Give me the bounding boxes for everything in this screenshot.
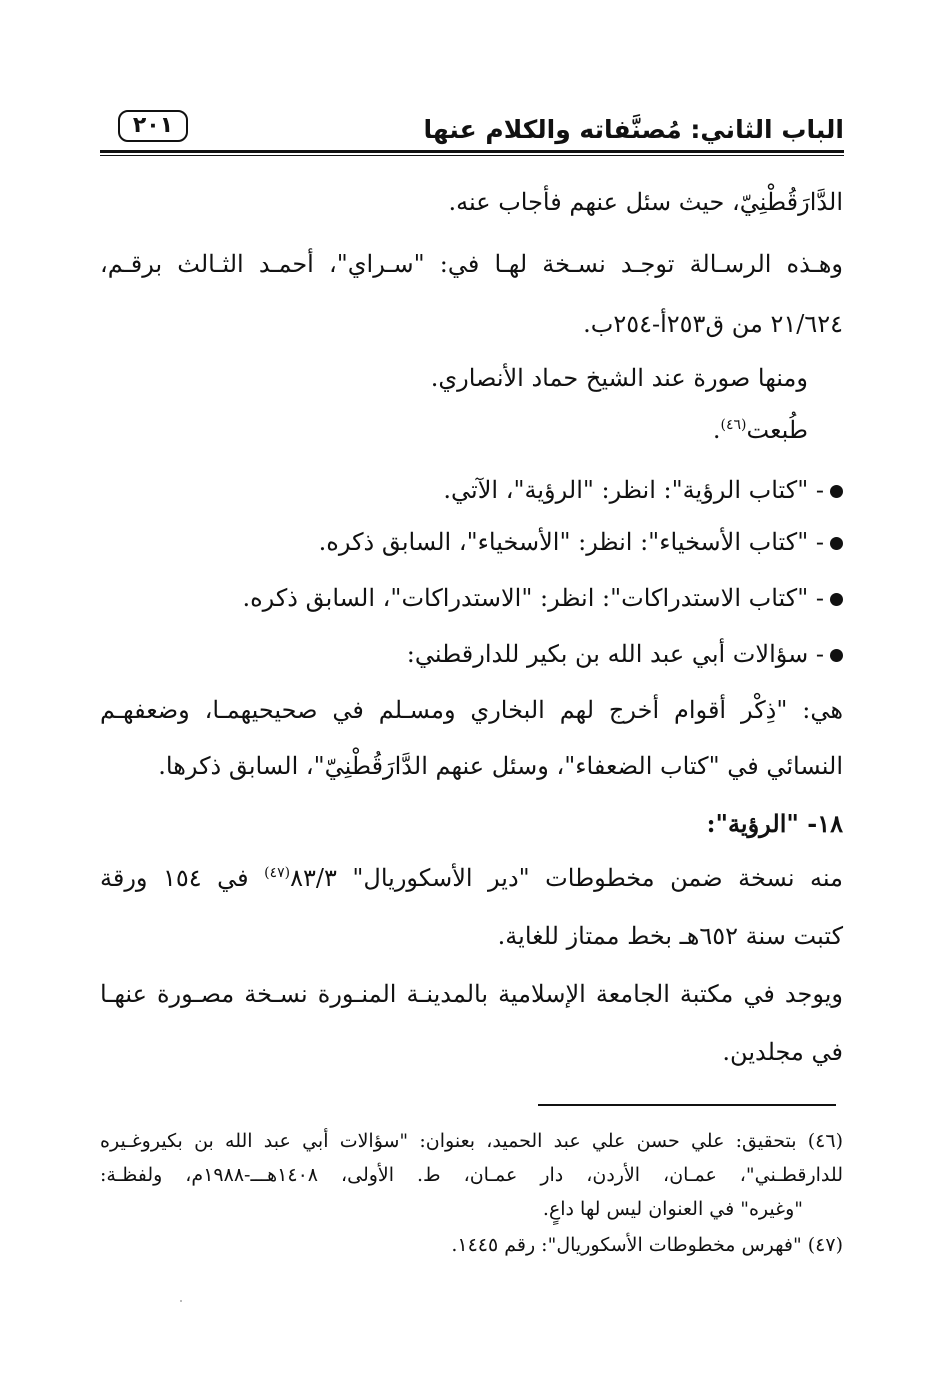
list-item: [407, 638, 843, 670]
section-heading: ١٨- "الرؤية":: [706, 809, 843, 838]
footnote-line: "وغيره" في العنوان ليس لها داعٍ.: [542, 1198, 803, 1220]
footnote-divider: [538, 1104, 836, 1106]
body-line: في مجلدين.: [722, 1038, 843, 1066]
bullet-icon: [830, 649, 843, 662]
header-divider-thin: [100, 155, 844, 156]
list-item-text: - "كتاب الأسخياء": انظر: "الأسخياء"، السابق ذكره.: [318, 528, 824, 556]
body-line: ويوجد في مكتبة الجامعة الإسلامية بالمدينـة المنـورة نسـخة مصـورة عنهـا: [100, 980, 843, 1008]
footnote-line: (٤٧) "فهرس مخطوطات الأسكوريال": رقم ١٤٤٥.: [451, 1234, 843, 1256]
body-text: منه نسخة ضمن مخطوطات "دير الأسكوريال" ٨٣/٣: [290, 864, 844, 892]
footnote-line: (٤٦) بتحقيق: علي حسن علي عبد الحميد، بعنوان: "سؤالات أبي عبد الله بن بكيروغـيره: [100, 1130, 843, 1152]
list-item-text: - "كتاب الاستدراكات": انظر: "الاستدراكات"، السابق ذكره.: [242, 584, 824, 612]
body-line: ٢١/٦٢٤ من ق٢٥٣أ-٢٥٤ب.: [583, 310, 843, 338]
footnote-reference: (٤٧): [264, 865, 291, 881]
body-line: وهـذه الرسـالة توجـد نسـخة لهـا في: "سـراي"، أحمـد الثـالث برقـم،: [100, 250, 843, 278]
body-line: [713, 414, 808, 446]
list-item: [443, 474, 843, 506]
body-line: هي: "ذِكْر أقوام أخرج لهم البخاري ومسـلم في صحيحيهمـا، وضعفهـم: [100, 696, 843, 724]
page-header: [100, 108, 844, 154]
chapter-title: الباب الثاني: مُصنَّفاته والكلام عنها: [423, 115, 844, 144]
scan-speck: [180, 1300, 182, 1302]
bullet-icon: [830, 593, 843, 606]
bullet-icon: [830, 537, 843, 550]
body-text: في ١٥٤ ورقة: [100, 864, 265, 892]
body-text: طُبعت: [746, 416, 808, 444]
footnote-reference: (٤٦): [720, 417, 747, 433]
body-line: النسائي في "كتاب الضعفاء"، وسئل عنهم الدَّارَقُطْنِيّ"، السابق ذكرها.: [158, 752, 843, 780]
body-line: الدَّارَقُطْنِيّ، حيث سئل عنهم فأجاب عنه.: [448, 188, 843, 216]
body-line: ومنها صورة عند الشيخ حماد الأنصاري.: [430, 364, 808, 392]
bullet-icon: [830, 485, 843, 498]
body-line: كتبت سنة ٦٥٢هـ بخط ممتاز للغاية.: [497, 922, 843, 950]
list-item: [319, 526, 843, 558]
body-line: [100, 862, 843, 894]
list-item: [242, 582, 843, 614]
footnote-line: للدارقطـني"، عمـان، الأردن، دار عمـان، ط. الأولى، ١٤٠٨هـــ-١٩٨٨م، ولفظـة:: [100, 1164, 843, 1186]
list-item-text: - سؤالات أبي عبد الله بن بكير للدارقطني:: [406, 640, 824, 668]
header-divider: [100, 150, 844, 153]
body-text: .: [712, 416, 721, 444]
page-number: ٢٠١: [118, 110, 188, 142]
list-item-text: - "كتاب الرؤية": انظر: "الرؤية"، الآتي.: [443, 476, 824, 504]
